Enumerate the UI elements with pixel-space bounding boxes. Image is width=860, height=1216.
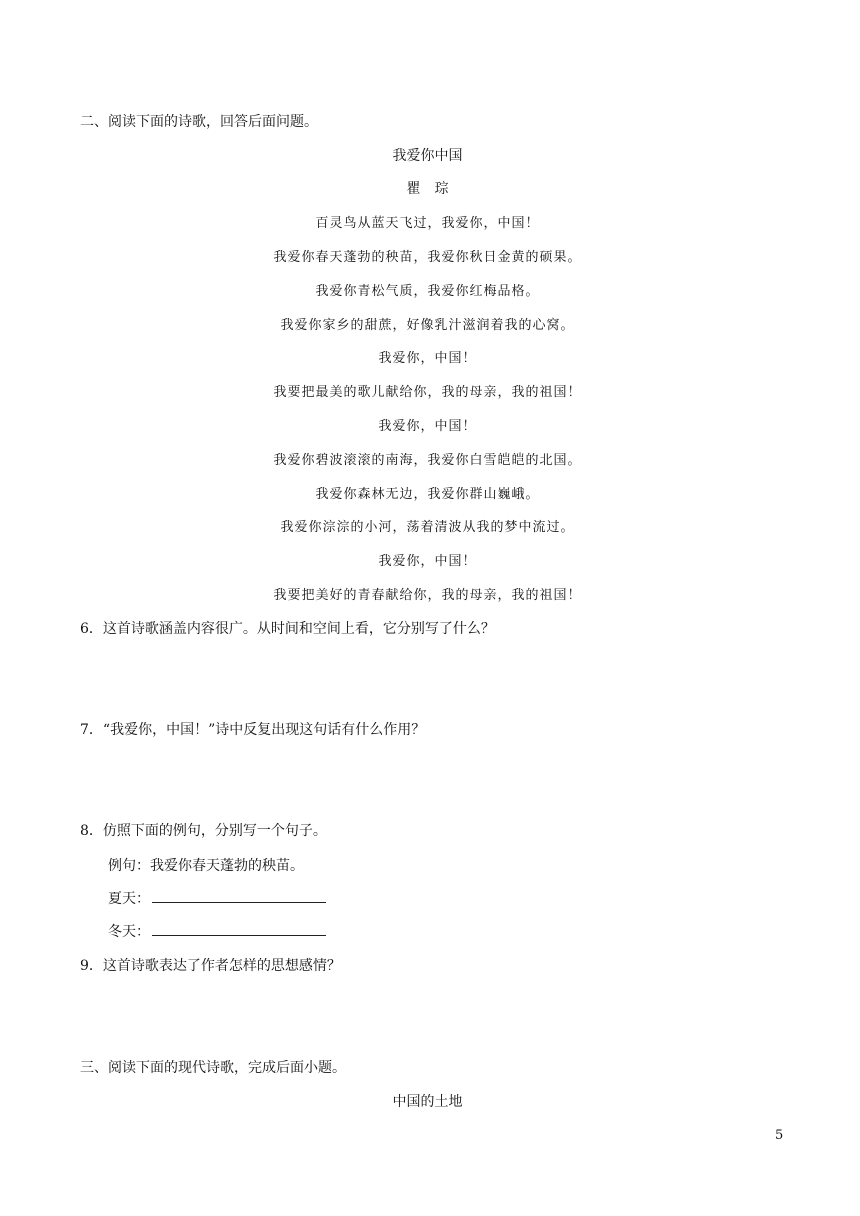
summer-label: 夏天： [108,891,150,907]
poem-author: 瞿 琮 [406,181,449,197]
question-9: 9．这首诗歌表达了作者怎样的思想感情？ [80,958,341,974]
summer-answer-row [108,888,326,908]
example-sentence: 例句：我爱你春天蓬勃的秧苗。 [108,858,304,874]
section-heading: 二、阅读下面的诗歌，回答后面问题。 [80,114,318,130]
poem-line: 我爱你森林无边，我爱你群山巍峨。 [315,487,540,502]
winter-answer-blank[interactable] [152,923,326,936]
question-6: 6．这首诗歌涵盖内容很广。从时间和空间上看，它分别写了什么？ [80,621,495,637]
poem-line: 我爱你，中国！ [378,554,477,569]
winter-answer-row [108,921,326,941]
poem-line: 百灵鸟从蓝天飞过，我爱你，中国！ [315,216,540,231]
poem-line: 我爱你，中国！ [378,419,477,434]
poem-line: 我要把最美的歌儿献给你，我的母亲，我的祖国！ [273,385,582,400]
poem-line: 我爱你家乡的甜蔗，好像乳汁滋润着我的心窝。 [280,318,575,333]
poem-line: 我爱你青松气质，我爱你红梅品格。 [315,284,540,299]
summer-answer-blank[interactable] [152,890,326,903]
poem-line: 我爱你，中国！ [378,351,477,366]
poem-title: 我爱你中国 [392,148,463,164]
poem-line: 我爱你碧波滚滚的南海，我爱你白雪皑皑的北国。 [273,453,582,468]
poem-line: 我要把美好的青春献给你，我的母亲，我的祖国！ [273,588,582,603]
winter-label: 冬天： [108,924,150,940]
section-heading: 三、阅读下面的现代诗歌，完成后面小题。 [80,1060,346,1076]
poem-line: 我爱你淙淙的小河，荡着清波从我的梦中流过。 [280,520,575,535]
question-7: 7．“我爱你，中国！”诗中反复出现这句话有什么作用？ [80,722,426,738]
question-8: 8．仿照下面的例句，分别写一个句子。 [80,823,327,839]
poem-title: 中国的土地 [392,1094,463,1110]
page-number: 5 [775,1128,784,1143]
poem-line: 我爱你春天蓬勃的秧苗，我爱你秋日金黄的硕果。 [273,250,582,265]
